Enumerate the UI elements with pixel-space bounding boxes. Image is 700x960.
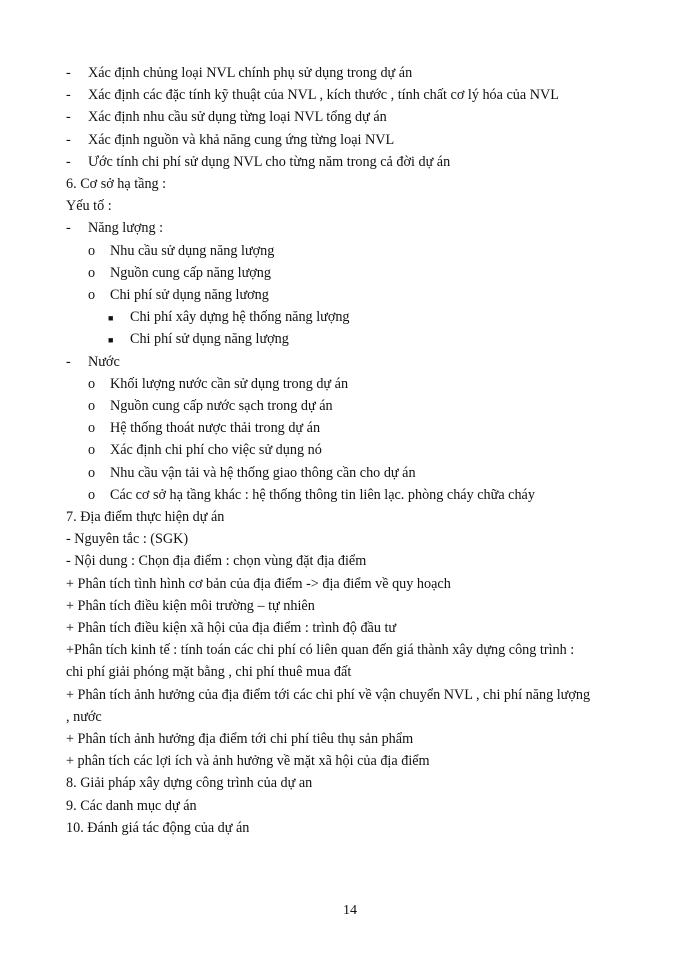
line-text: Xác định nhu cầu sử dụng từng loại NVL tổng dự án	[88, 109, 387, 126]
line-text: + Phân tích ảnh hưởng của địa điểm tới các chi phí về vận chuyển NVL , chi phí năng lượng	[66, 686, 591, 703]
line-text: + Phân tích điều kiện môi trường – tự nhiên	[66, 597, 315, 614]
line-text: + Phân tích tình hình cơ bản của địa điểm -> địa điểm về quy hoạch	[66, 575, 451, 592]
square-bullet: ■	[108, 313, 114, 324]
circle-bullet: o	[88, 464, 96, 481]
line-text: Ước tính chi phí sử dụng NVL cho từng năm trong cả đời dự án	[88, 153, 451, 170]
line-text: + Phân tích ảnh hưởng địa điểm tới chi phí tiêu thụ sản phẩm	[66, 731, 414, 747]
line-text: Khối lượng nước cần sử dụng trong dự án	[110, 375, 349, 392]
circle-bullet: o	[88, 442, 96, 459]
line-text: Xác định chủng loại NVL chính phụ sử dụng trong dự án	[88, 65, 413, 81]
line-text: Nguồn cung cấp năng lượng	[110, 264, 271, 281]
line-text: Nhu cầu vận tải và hệ thống giao thông cần cho dự án	[110, 464, 416, 481]
line-text: Xác định nguồn và khả năng cung ứng từng loại NVL	[88, 131, 395, 148]
circle-bullet: o	[88, 287, 96, 303]
line-text: Hệ thống thoát nược thải trong dự án	[110, 420, 321, 437]
circle-bullet: o	[88, 375, 96, 392]
dash-bullet: -	[66, 153, 71, 170]
line-text: Nhu cầu sử dụng năng lượng	[110, 242, 275, 259]
line-text: 9. Các danh mục dự án	[66, 797, 197, 814]
circle-bullet: o	[88, 486, 96, 503]
line-text: +Phân tích kinh tế : tính toán các chi phí có liên quan đến giá thành xây dựng công trình :	[66, 642, 575, 659]
dash-bullet: -	[66, 131, 71, 148]
dash-bullet: -	[66, 220, 71, 237]
line-text: 6. Cơ sở hạ tầng :	[66, 176, 167, 192]
line-text: Chi phí sử dụng năng lương	[110, 287, 269, 303]
circle-bullet: o	[88, 398, 96, 414]
dash-bullet: -	[66, 87, 71, 104]
circle-bullet: o	[88, 420, 96, 437]
circle-bullet: o	[88, 264, 96, 281]
line-text: 8. Giải pháp xây dựng công trình của dự an	[66, 775, 313, 792]
line-text: Xác định các đặc tính kỹ thuật của NVL , kích thước , tính chất cơ lý hóa của NVL	[88, 87, 559, 104]
line-text: Nguồn cung cấp nước sạch trong dự án	[110, 398, 333, 414]
line-text: chi phí giải phóng mặt bằng , chi phí thuê mua đất	[66, 664, 352, 681]
line-text: Xác định chi phí cho việc sử dụng nó	[110, 442, 322, 459]
line-text: 7. Địa điểm thực hiện dự án	[66, 509, 225, 525]
line-text: + Phân tích điều kiện xã hội của địa điểm : trình độ đầu tư	[66, 620, 397, 636]
line-text: Chi phí xây dựng hệ thống năng lượng	[130, 309, 350, 326]
line-text: Chi phí sử dụng năng lượng	[130, 331, 289, 348]
page-number: 14	[343, 903, 357, 918]
dash-bullet: -	[66, 109, 71, 126]
dash-bullet: -	[66, 65, 71, 81]
line-text: - Nguyên tắc : (SGK)	[66, 531, 189, 548]
line-text: + phân tích các lợi ích và ảnh hưởng về mặt xã hội của địa điểm	[66, 753, 430, 770]
square-bullet: ■	[108, 335, 114, 346]
line-text: Các cơ sở hạ tầng khác : hệ thống thông tin liên lạc. phòng cháy chữa cháy	[110, 486, 535, 503]
circle-bullet: o	[88, 242, 96, 259]
line-text: Nước	[88, 353, 120, 370]
line-text: - Nội dung : Chọn địa điểm : chọn vùng đặt địa điểm	[66, 553, 367, 570]
line-text: Năng lượng :	[88, 220, 164, 237]
line-text: Yếu tố :	[66, 198, 112, 215]
dash-bullet: -	[66, 353, 71, 370]
line-text: , nước	[66, 708, 102, 725]
line-text: 10. Đánh giá tác động của dự án	[66, 819, 250, 836]
